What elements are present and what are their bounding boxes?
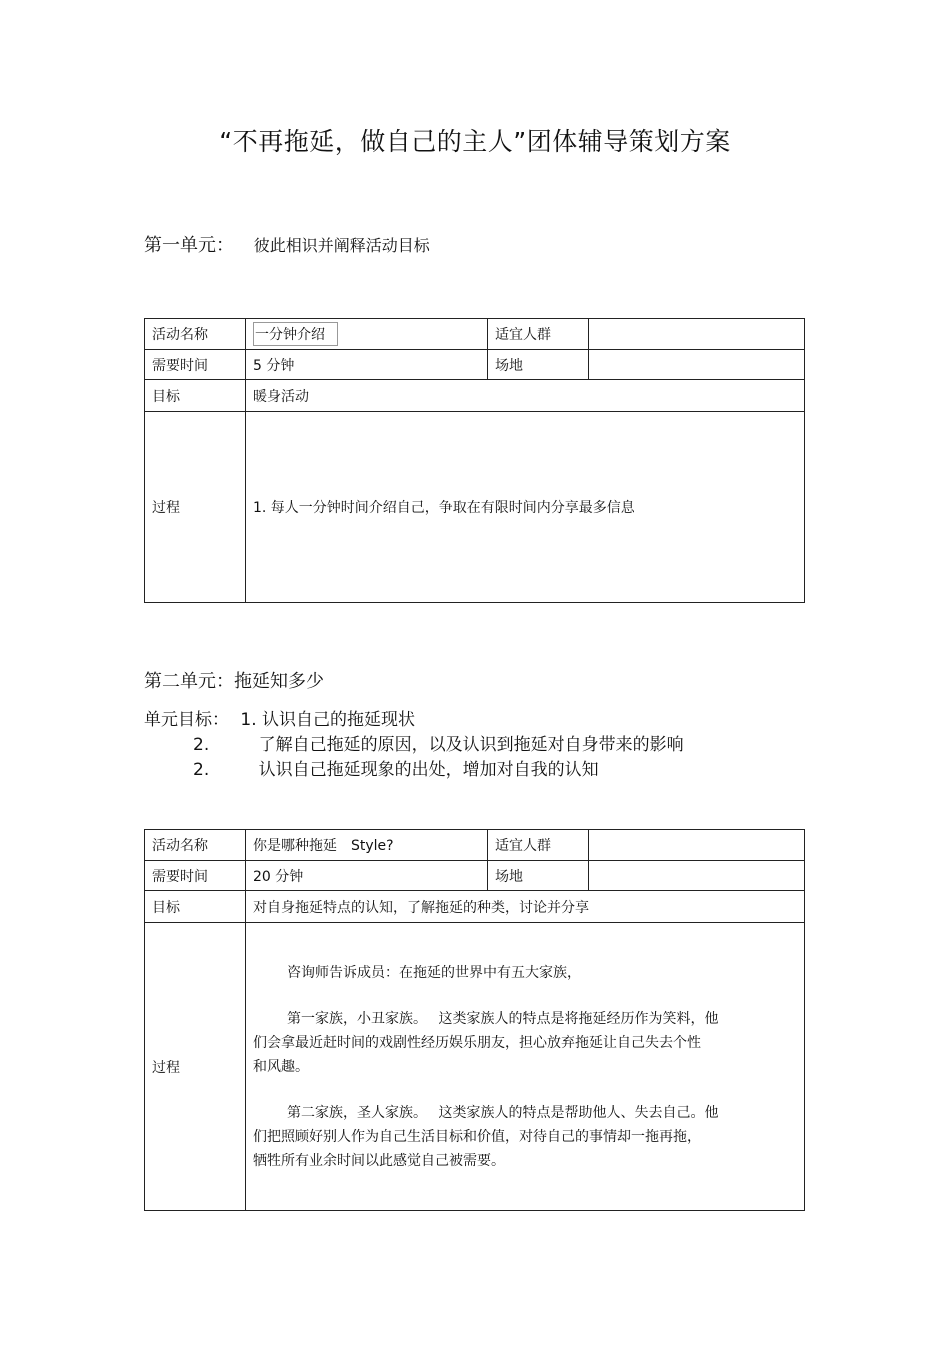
activity-name-cell bbox=[246, 319, 488, 350]
time-label: 需要时间 bbox=[145, 861, 246, 891]
clown-family-line-2: 们会拿最近赶时间的戏剧性经历娱乐朋友，担心放弃拖延让自己失去个性 bbox=[253, 1034, 701, 1051]
process-label: 过程 bbox=[145, 923, 246, 1211]
process-text: 1. 每人一分钟时间介绍自己，争取在有限时间内分享最多信息 bbox=[246, 412, 805, 603]
audience-value bbox=[589, 319, 805, 350]
audience-label: 适宜人群 bbox=[488, 830, 589, 861]
unit2-goal-2-number: 2. bbox=[193, 735, 210, 755]
process-intro: 咨询师告诉成员：在拖延的世界中有五大家族， bbox=[287, 964, 581, 981]
activity-name-value: 你是哪种拖延 Style? bbox=[246, 830, 488, 861]
time-value: 20 分钟 bbox=[246, 861, 488, 891]
goal-label: 目标 bbox=[145, 380, 246, 412]
unit2-goal-3-text: 认识自己拖延现象的出处，增加对自我的认知 bbox=[258, 760, 599, 780]
audience-label: 适宜人群 bbox=[488, 319, 589, 350]
saint-family-line-3: 牺牲所有业余时间以此感觉自己被需要。 bbox=[253, 1152, 505, 1169]
time-label: 需要时间 bbox=[145, 350, 246, 380]
activity-name-value: 一分钟介绍 bbox=[253, 322, 338, 346]
goal-label: 目标 bbox=[145, 891, 246, 923]
process-label: 过程 bbox=[145, 412, 246, 603]
unit1-subtitle: 彼此相识并阐释活动目标 bbox=[253, 236, 430, 255]
unit2-goal-line-3 bbox=[193, 755, 599, 780]
document-title: “不再拖延，做自己的主人”团体辅导策划方案 bbox=[219, 127, 731, 156]
venue-label: 场地 bbox=[488, 350, 589, 380]
unit2-goal-2-text: 了解自己拖延的原因，以及认识到拖延对自身带来的影响 bbox=[258, 735, 684, 755]
goal-value: 对自身拖延特点的认知，了解拖延的种类，讨论并分享 bbox=[246, 891, 805, 923]
activity-name-label: 活动名称 bbox=[145, 319, 246, 350]
unit1-activity-table bbox=[144, 318, 805, 603]
unit2-goal-3-number: 2. bbox=[193, 760, 210, 780]
saint-family-line-1: 第二家族，圣人家族。 这类家族人的特点是帮助他人、失去自己。他 bbox=[287, 1104, 719, 1121]
unit1-heading bbox=[144, 231, 430, 257]
unit2-goal-1: 1. 认识自己的拖延现状 bbox=[240, 710, 416, 730]
time-value: 5 分钟 bbox=[246, 350, 488, 380]
clown-family-line-3: 和风趣。 bbox=[253, 1058, 309, 1075]
unit2-heading: 第二单元：拖延知多少 bbox=[144, 671, 324, 692]
venue-value bbox=[589, 350, 805, 380]
unit1-label: 第一单元： bbox=[144, 235, 234, 256]
unit2-goals-label: 单元目标： bbox=[144, 710, 229, 730]
unit2-activity-table bbox=[144, 829, 805, 1211]
saint-family-line-2: 们把照顾好别人作为自己生活目标和价值，对待自己的事情却一拖再拖， bbox=[253, 1128, 701, 1145]
unit2-goal-line-1 bbox=[144, 705, 415, 730]
audience-value bbox=[589, 830, 805, 861]
process-cell bbox=[246, 923, 805, 1211]
venue-value bbox=[589, 861, 805, 891]
venue-label: 场地 bbox=[488, 861, 589, 891]
activity-name-label: 活动名称 bbox=[145, 830, 246, 861]
goal-value: 暖身活动 bbox=[246, 380, 805, 412]
unit2-goal-line-2 bbox=[193, 730, 684, 755]
clown-family-line-1: 第一家族，小丑家族。 这类家族人的特点是将拖延经历作为笑料，他 bbox=[287, 1010, 719, 1027]
